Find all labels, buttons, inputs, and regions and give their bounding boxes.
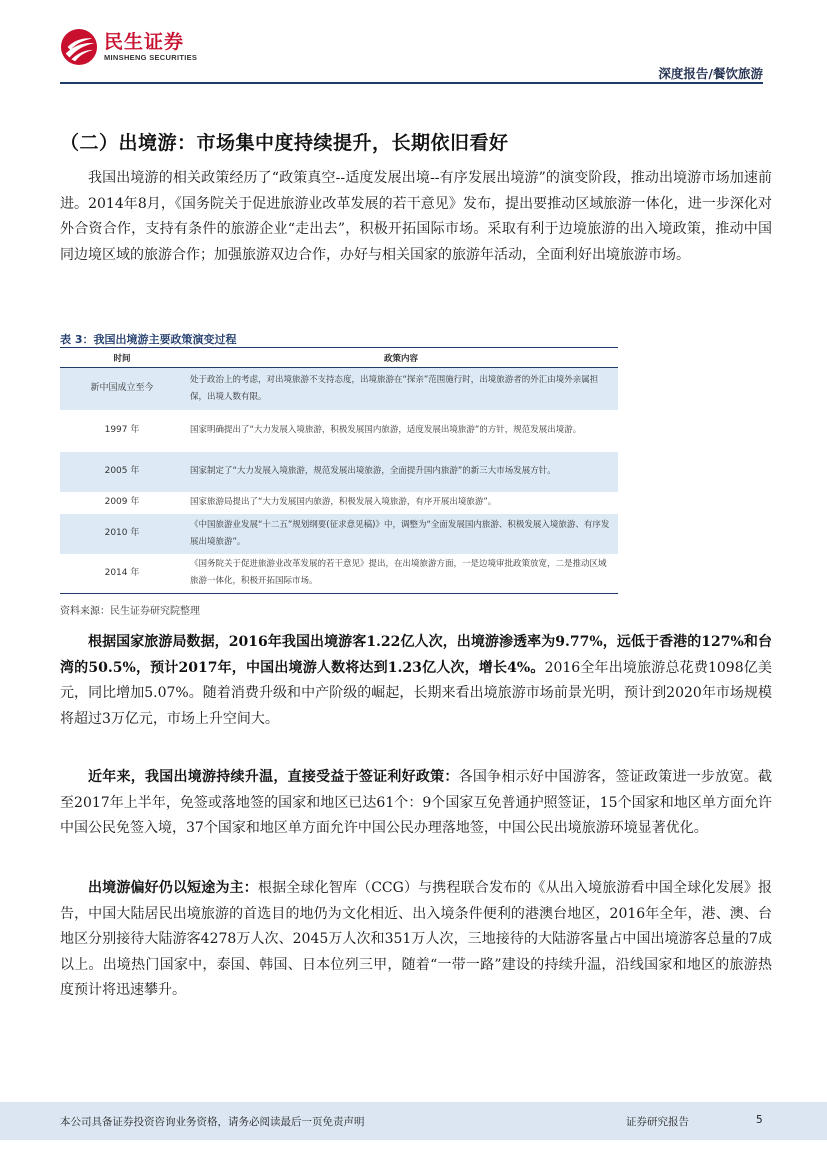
table-row: [60, 368, 618, 410]
table-cell-content: 处于政治上的考虑，对出境旅游不支持态度，出境旅游在“探亲”范围施行时，出境旅游者的外汇由境外亲属担保，出境人数有限。: [184, 368, 618, 410]
table-cell-time: 2010 年: [60, 514, 184, 554]
table-cell-time: 2014 年: [60, 554, 184, 594]
paragraph-outbound-data: [60, 630, 772, 732]
table-row: [60, 410, 618, 452]
table-caption: 表 3：我国出境游主要政策演变过程: [60, 333, 237, 346]
table-header-time: 时间: [60, 348, 184, 368]
footer-report-label: 证券研究报告: [626, 1116, 689, 1128]
table-header-row: [60, 348, 618, 368]
table-cell-time: 1997 年: [104, 425, 140, 435]
table-cell-content: 《中国旅游业发展“十二五”规划纲要(征求意见稿)》中，调整为“全面发展国内旅游、积极发展入境旅游、有序发展出境旅游”。: [184, 514, 618, 554]
table-cell-content: 国家旅游局提出了“大力发展国内旅游，积极发展入境旅游，有序开展出境旅游”。: [190, 497, 497, 507]
paragraph-body: 2016全年出境旅游总花费1098亿美元，同比增加5.07%。随着消费升级和中产阶级的崛起，长期来看出境旅游市场前景光明，预计到2020年市场规模将超过3万亿元，市场上升空间大。: [60, 659, 772, 727]
minsheng-logo-icon: [60, 28, 98, 66]
paragraph-body: 根据全球化智库（CCG）与携程联合发布的《从出入境旅游看中国全球化发展》报告，中国大陆居民出境旅游的首选目的地仍为文化相近、出入境条件便利的港澳台地区，2016年全年，港、澳、台地区分别接待大陆游客4278万人次、2045万人次和351万人次，三地接待的大陆游客量占中国出境游客总量的7成以上。出境热门国家中，泰国、韩国、日本位列三甲，随着“一带一路”建设的持续升温，沿线国家和地区的旅游热度预计将迅速攀升。: [60, 880, 773, 998]
logo-chinese-name: 民生证券: [104, 31, 185, 53]
page-number: 5: [756, 1114, 763, 1126]
paragraph-lead-bold: 根据国家旅游局数据，2016年我国出境游客1.22亿人次，出境游渗透率为9.77%，远低于香港的127%和台湾的50.5%，预计2017年，中国出境游人数将达到1.23亿人次，增长4%。: [60, 634, 772, 676]
logo-english-name: MINSHENG SECURITIES: [104, 53, 198, 62]
paragraph-policy-evolution: 我国出境游的相关政策经历了“政策真空--适度发展出境--有序发展出境游”的演变阶段，推动出境游市场加速前进。2014年8月，《国务院关于促进旅游业改革发展的若干意见》发布，提出要推动区域旅游一体化，进一步深化对外合资合作，支持有条件的旅游企业“走出去”，积极开拓国际市场。采取有利于边境旅游的出入境政策，推动中国同边境区域的旅游合作；加强旅游双边合作，办好与相关国家的旅游年活动，全面利好出境旅游市场。: [60, 170, 772, 263]
table-row: [60, 452, 618, 492]
table-row: [60, 492, 618, 514]
paragraph-body: 各国争相示好中国游客，签证政策进一步放宽。截至2017年上半年，免签或落地签的国家和地区已达61个：9个国家互免普通护照签证，15个国家和地区单方面允许中国公民免签入境，37个国家和地区单方面允许中国公民办理落地签，中国公民出境旅游环境显著优化。: [60, 769, 773, 836]
header-divider: [60, 82, 763, 84]
paragraph-visa-policy: [60, 765, 772, 842]
report-category: 深度报告/餐饮旅游: [658, 66, 763, 81]
page-header: [0, 0, 827, 90]
table-row: [60, 554, 618, 594]
table-row: [60, 514, 618, 554]
table-cell-content: 国家制定了“大力发展入境旅游，规范发展出境旅游，全面提升国内旅游”的新三大市场发展方针。: [184, 452, 618, 492]
table-header-content: 政策内容: [184, 348, 618, 368]
table-cell-time: 2005 年: [60, 452, 184, 492]
table-cell-time: 2009 年: [104, 497, 140, 507]
footer-disclaimer: 本公司具备证券投资咨询业务资格，请务必阅读最后一页免责声明: [60, 1116, 365, 1128]
policy-table: [60, 347, 618, 594]
paragraph-lead-bold: 出境游偏好仍以短途为主：: [88, 880, 258, 896]
page-footer: [0, 1102, 827, 1140]
section-title: （二）出境游：市场集中度持续提升，长期依旧看好: [60, 132, 509, 154]
table-source: 资料来源：民生证券研究院整理: [60, 606, 200, 617]
table-cell-time: 新中国成立至今: [60, 368, 184, 410]
paragraph-lead-bold: 近年来，我国出境游持续升温，直接受益于签证利好政策：: [88, 769, 459, 785]
table-cell-content: 国家明确提出了“大力发展入境旅游，积极发展国内旅游，适度发展出境旅游”的方针，规范发展出境游。: [190, 425, 582, 435]
paragraph-short-trip-preference: [60, 876, 772, 1004]
table-cell-content: 《国务院关于促进旅游业改革发展的若干意见》提出，在出境旅游方面，一是边境审批政策放宽，二是推动区域旅游一体化，积极开拓国际市场。: [184, 554, 618, 594]
minsheng-logo: [60, 28, 197, 66]
